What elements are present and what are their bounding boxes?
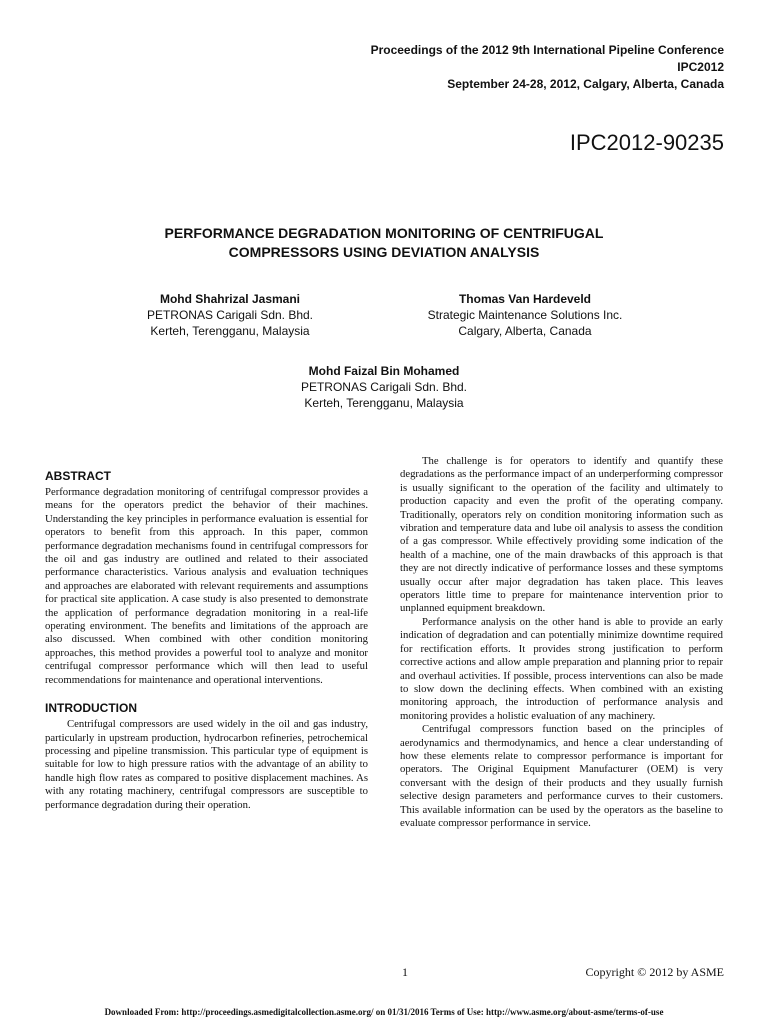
abstract-heading: ABSTRACT [45, 469, 111, 483]
body-paragraph: Centrifugal compressors function based on the principles of aerodynamics and thermodynamics, and hence a clear understanding of how these elements relate to compressor performance is important for operators. The Original Equipment Manufacturer (OEM) is very conversant with the design of their products and they usually furnish selective design parameters and performance curves to their customers. This available information can be used by the operators as the baseline to evaluate compressor performance in service. [400, 723, 723, 829]
author-name: Mohd Faizal Bin Mohamed [308, 364, 460, 378]
proceedings-header [371, 42, 724, 93]
conference-code: IPC2012 [677, 60, 724, 74]
author-org: PETRONAS Carigali Sdn. Bhd. [300, 380, 468, 394]
abstract-text: Performance degradation monitoring of centrifugal compressor provides a means for the operators predict the behavior of their machines. Understanding the key principles in performance evaluation is essential for operators to benefit from this approach. In this paper, common performance degradation mechanisms found in centrifugal compressors for the oil and gas industry are outlined and related to their associated performance characteristics. Various analysis and evaluation techniques and approaches are elaborated with relevant requirements and assumptions for practical site application. A case study is also presented to demonstrate the application of performance degradation monitoring in a real-life operating environment. The benefits and limitations of the approach are also discussed. When combined with other condition monitoring approaches, this method provides a powerful tool to analyze and monitor centrifugal compressor performance which will then lead to useful recommendations for maintenance and operational interventions. [45, 486, 368, 686]
body-paragraph: The challenge is for operators to identify and quantify these degradations as the performance impact of an underperforming compressor is usually significant to the operation of the facility and ultimately to production capacity and even the profit of the operating company. Traditionally, operators rely on condition monitoring information such as vibration and temperature data and lube oil analysis to assess the condition of a gas compressor. While effectively providing some indication of the health of a machine, one of the main drawbacks of this approach is that they are not directly indicative of performance losses and these symptoms usually occur after major degradation has taken place. This leaves operators little time to prepare for maintenance intervention prior to unplanned equipment breakdown. [400, 455, 723, 615]
author-name: Mohd Shahrizal Jasmani [159, 292, 301, 306]
author-org: Strategic Maintenance Solutions Inc. [427, 308, 623, 322]
author-name: Thomas Van Hardeveld [458, 292, 592, 306]
left-column [45, 469, 368, 812]
download-notice: Downloaded From: http://proceedings.asmedigitalcollection.asme.org/ on 01/31/2016 Terms of Use: http://www.asme.org/about-asme/terms-of-use [104, 1007, 664, 1017]
author-block [375, 291, 675, 339]
body-paragraph: Performance analysis on the other hand is able to provide an early indication of degradation and can potentially minimize downtime required for rectification efforts. It provides strong justification to perform corrective actions and allow ample preparation and planning prior to repair and overhaul activities. If possible, process interventions can also be made to slow down the declining effects. When combined with an existing monitoring approach, the introduction of performance analysis and monitoring provides a holistic evaluation of any machinery. [400, 615, 723, 722]
title-line-2: COMPRESSORS USING DEVIATION ANALYSIS [228, 244, 540, 260]
author-block [80, 291, 380, 339]
author-location: Kerteh, Terengganu, Malaysia [304, 396, 464, 410]
page-number: 1 [402, 965, 408, 979]
conference-name: Proceedings of the 2012 9th International Pipeline Conference [370, 43, 724, 57]
author-location: Calgary, Alberta, Canada [458, 324, 592, 338]
author-block [234, 363, 534, 411]
copyright-notice: Copyright © 2012 by ASME [585, 965, 724, 979]
author-org: PETRONAS Carigali Sdn. Bhd. [146, 308, 314, 322]
title-line-1: PERFORMANCE DEGRADATION MONITORING OF CENTRIFUGAL [164, 225, 604, 241]
conference-dates: September 24-28, 2012, Calgary, Alberta, Canada [447, 77, 724, 91]
right-column [400, 455, 723, 830]
introduction-heading: INTRODUCTION [45, 701, 137, 716]
author-location: Kerteh, Terengganu, Malaysia [150, 324, 310, 338]
paper-title [0, 224, 768, 262]
introduction-paragraph: Centrifugal compressors are used widely in the oil and gas industry, particularly in upstream production, hydrocarbon refineries, petrochemical processing and pipeline transmission. This particular type of equipment is suitable for low to high pressure ratios with the advantage of an ability to handle high flow rates as compared to positive displacement machines. As with any rotating machinery, centrifugal compressors are susceptible to performance degradation during their operation. [45, 718, 368, 811]
paper-id: IPC2012-90235 [569, 130, 724, 155]
